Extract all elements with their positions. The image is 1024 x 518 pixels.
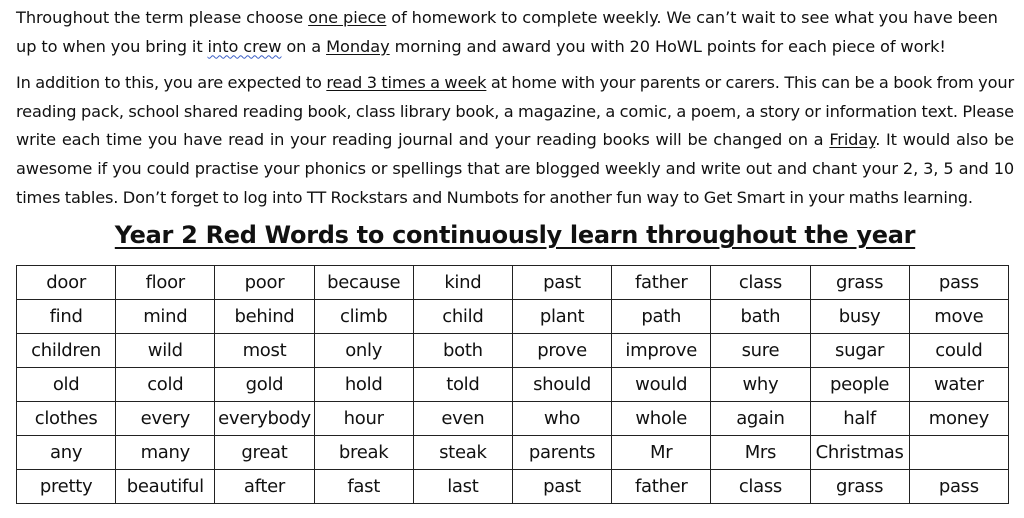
- monday-underlined: Monday: [326, 36, 390, 56]
- reading-paragraph: [16, 69, 1014, 212]
- word-cell: grass: [810, 266, 909, 300]
- word-cell: half: [810, 402, 909, 436]
- word-cell: gold: [215, 368, 314, 402]
- word-cell: class: [711, 266, 810, 300]
- word-cell: people: [810, 368, 909, 402]
- word-cell: great: [215, 436, 314, 470]
- word-cell: cold: [116, 368, 215, 402]
- table-row: [17, 470, 1009, 504]
- word-cell: move: [909, 300, 1008, 334]
- reading-text-2: at home with your parents or carers. This can be a book from your reading pack, school shared reading book, class library book, a magazine, a comic, a poem, a story or information text. Please write each time you have read in your reading journal and your reading books will be changed on a: [16, 73, 1014, 150]
- word-cell: hour: [314, 402, 413, 436]
- homework-text-2: of homework to complete weekly. We can’t wait to see what you have been up to when you bring it: [16, 8, 998, 56]
- word-cell: sugar: [810, 334, 909, 368]
- document-body: [16, 4, 1014, 251]
- word-cell: Mr: [612, 436, 711, 470]
- word-cell: only: [314, 334, 413, 368]
- red-words-table: [16, 265, 1009, 504]
- word-cell: would: [612, 368, 711, 402]
- word-cell: improve: [612, 334, 711, 368]
- word-cell: climb: [314, 300, 413, 334]
- word-cell: water: [909, 368, 1008, 402]
- word-cell: mind: [116, 300, 215, 334]
- word-cell: after: [215, 470, 314, 504]
- table-row: [17, 436, 1009, 470]
- table-row: [17, 266, 1009, 300]
- word-cell: who: [512, 402, 611, 436]
- one-piece-underlined: one piece: [308, 8, 387, 27]
- table-row: [17, 402, 1009, 436]
- word-cell: most: [215, 334, 314, 368]
- homework-text-4: morning and award you with 20 HoWL points for each piece of work!: [389, 36, 946, 56]
- read-3-times-underlined: read 3 times a week: [326, 73, 487, 93]
- word-cell: even: [413, 402, 512, 436]
- word-cell: beautiful: [116, 470, 215, 504]
- word-cell: floor: [116, 266, 215, 300]
- word-cell: both: [413, 334, 512, 368]
- word-cell: because: [314, 266, 413, 300]
- word-cell: steak: [413, 436, 512, 470]
- word-cell: could: [909, 334, 1008, 368]
- word-cell: should: [512, 368, 611, 402]
- word-cell: behind: [215, 300, 314, 334]
- table-row: [17, 334, 1009, 368]
- word-cell: class: [711, 470, 810, 504]
- word-cell: clothes: [17, 402, 116, 436]
- word-cell: Mrs: [711, 436, 810, 470]
- word-cell: hold: [314, 368, 413, 402]
- word-cell: prove: [512, 334, 611, 368]
- table-row: [17, 368, 1009, 402]
- word-cell: father: [612, 266, 711, 300]
- word-cell: grass: [810, 470, 909, 504]
- red-words-title: Year 2 Red Words to continuously learn throughout the year: [114, 221, 916, 250]
- word-cell: pretty: [17, 470, 116, 504]
- spellcheck-flagged-text[interactable]: into crew: [207, 36, 282, 56]
- word-cell: why: [711, 368, 810, 402]
- word-cell: [909, 436, 1008, 470]
- word-cell: find: [17, 300, 116, 334]
- word-cell: plant: [512, 300, 611, 334]
- word-cell: child: [413, 300, 512, 334]
- word-cell: old: [17, 368, 116, 402]
- friday-underlined: Friday: [829, 130, 876, 150]
- word-cell: past: [512, 470, 611, 504]
- word-cell: told: [413, 368, 512, 402]
- word-cell: any: [17, 436, 116, 470]
- word-cell: door: [17, 266, 116, 300]
- homework-paragraph: [16, 4, 1014, 61]
- word-cell: many: [116, 436, 215, 470]
- word-cell: every: [116, 402, 215, 436]
- word-cell: path: [612, 300, 711, 334]
- table-row: [17, 300, 1009, 334]
- word-cell: sure: [711, 334, 810, 368]
- word-cell: last: [413, 470, 512, 504]
- word-cell: parents: [512, 436, 611, 470]
- homework-text-3: on a: [281, 36, 327, 56]
- word-cell: everybody: [215, 402, 314, 436]
- word-cell: bath: [711, 300, 810, 334]
- word-cell: busy: [810, 300, 909, 334]
- reading-text-1: In addition to this, you are expected to: [16, 73, 327, 93]
- word-cell: fast: [314, 470, 413, 504]
- word-cell: wild: [116, 334, 215, 368]
- word-cell: children: [17, 334, 116, 368]
- word-cell: whole: [612, 402, 711, 436]
- word-cell: money: [909, 402, 1008, 436]
- homework-text-1: Throughout the term please choose: [16, 8, 309, 27]
- word-cell: kind: [413, 266, 512, 300]
- word-cell: father: [612, 470, 711, 504]
- word-cell: Christmas: [810, 436, 909, 470]
- reading-text-3: . It would also be awesome if you could practise your phonics or spellings that are blogged weekly and write out and chant your 2, 3, 5 and 10 times tables. Don’t forget to log into TT Rockstars and Numbots for another fun way to Get Smart in your maths learning.: [16, 130, 1014, 207]
- word-cell: poor: [215, 266, 314, 300]
- word-cell: past: [512, 266, 611, 300]
- word-cell: pass: [909, 266, 1008, 300]
- word-cell: again: [711, 402, 810, 436]
- word-cell: pass: [909, 470, 1008, 504]
- word-cell: break: [314, 436, 413, 470]
